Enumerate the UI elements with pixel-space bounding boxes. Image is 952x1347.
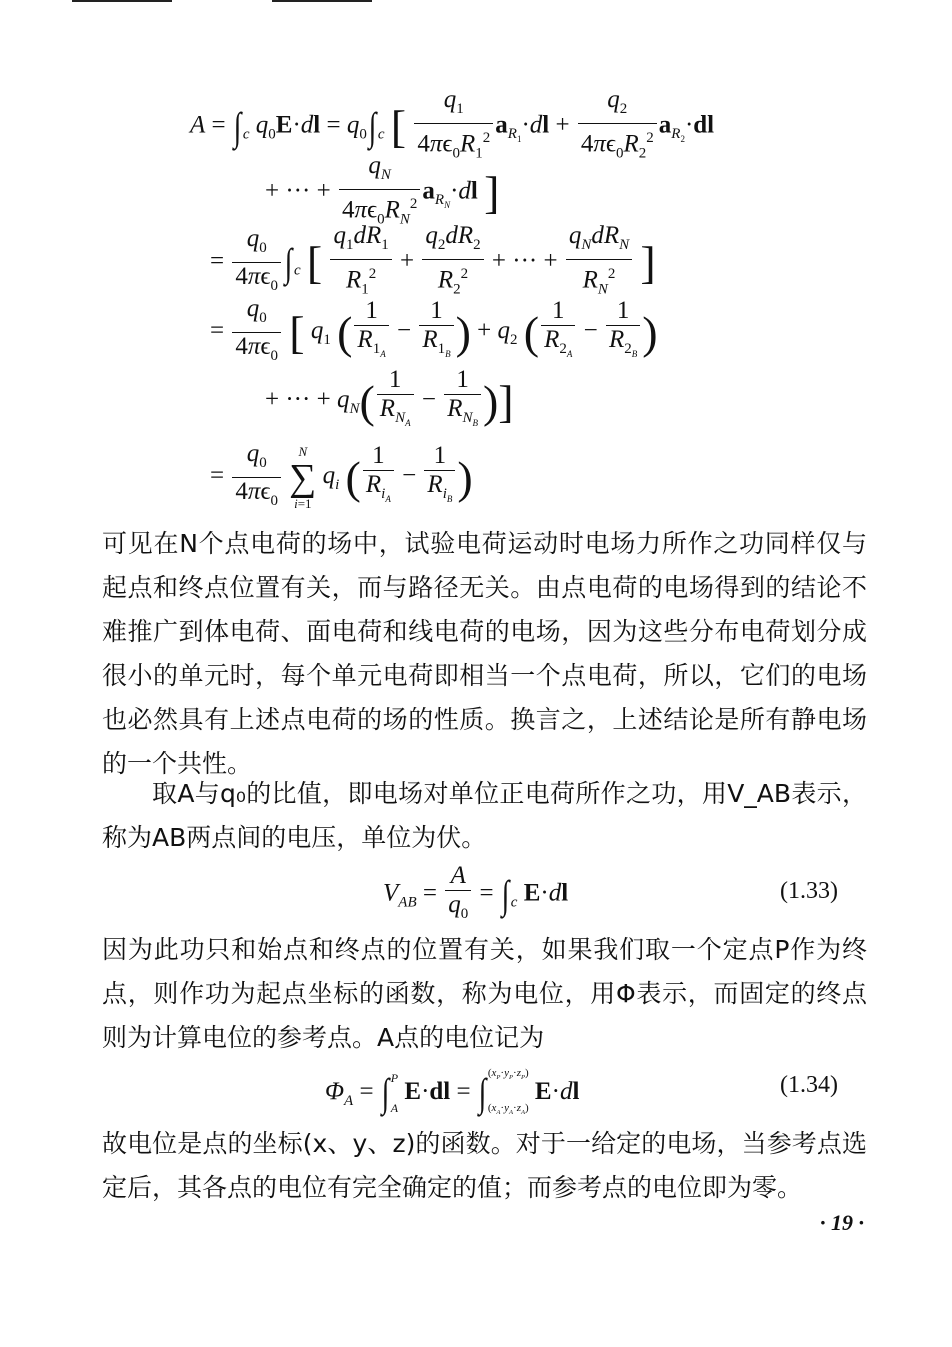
equation-voltage: $V_{AB}$ = $\frac{A}{q_0}$ = ∫ $_c$ E·dl (383, 862, 569, 922)
paragraph-potential-function: 故电位是点的坐标(x、y、z)的函数。对于一给定的电场，当参考点选定后，其各点的电位有完全确定的值；而参考点的电位即为零。 (102, 1129, 867, 1202)
paragraph-voltage-definition: 取A与q₀的比值，即电场对单位正电荷所作之功，用V_AB表示，称为AB两点间的电压，单位为伏。 (102, 779, 867, 852)
paragraph-potential-definition: 因为此功只和始点和终点的位置有关，如果我们取一个定点P作为终点，则作功为起点坐标的函数，称为电位，用Φ表示，而固定的终点则为计算电位的参考点。A点的电位记为 (102, 935, 867, 1052)
header-rule-left (72, 0, 172, 2)
equation-work-line-5: + ··· + $q_N$( $\frac{1}{R_{N_A}}$ − $\frac{1}{R_{N_B}}$ )] (265, 366, 514, 428)
equation-potential: $\Phi_A$ = ∫ P A E·dl = ∫ $(x_P\cdot y_P\cdot z_P)$ $(x_A\cdot y_A\cdot z_A)$ E·dl (325, 1067, 580, 1117)
equation-number-1-33: (1.33) (780, 878, 838, 904)
equation-work-line-4: = $\frac{q_0}{4\pi\epsilon_0}$ [ $q_1$ ( $\frac{1}{R_{1_A}}$ − $\frac{1}{R_{1_B}}$ ) + $q_2$ ( $\frac{1}{R_{2_A}}$ − $\frac{1}{R_{2_B}}$ ) (210, 295, 658, 364)
paragraph-path-independence: 可见在N个点电荷的场中，试验电荷运动时电场力所作之功同样仅与起点和终点位置有关，而与路径无关。由点电荷的电场得到的结论不难推广到体电荷、面电荷和线电荷的电场，因为这些分布电荷划分成很小的单元时，每个单元电荷即相当一个点电荷，所以，它们的电场也必然具有上述点电荷的场的性质。换言之，上述结论是所有静电场的一个共性。 (102, 529, 867, 778)
equation-work-line-3: = $\frac{q_0}{4\pi\epsilon_0}$ ∫ $_c$ [ $\frac{q_1dR_1}{R_1^2}$ + $\frac{q_2dR_2}{R_2^2}$ + ··· + $\frac{q_NdR_N}{R_N^2}$ ] (210, 222, 656, 298)
equation-work-line-1: A = ∫ $_c$ $q_0E\cdot dl = q_0\int$ $_c$ [ $\frac{q_1}{4\pi\epsilon_0R_1^2}$ $a_{R_1}\cdot dl$ + $\frac{q_2}{4\pi\epsilon_0R_2^2}$ $a_{R_2}\cdot dl$ (190, 86, 715, 162)
header-rule-right (272, 0, 372, 2)
page-number: · 19 · (820, 1210, 864, 1235)
equation-work-line-6: = $\frac{q_0}{4\pi\epsilon_0}$ N ∑ i=1 $q_i$ ( $\frac{1}{R_{i_A}}$ − $\frac{1}{R_{i_B}}$ ) (210, 440, 473, 511)
equation-number-1-34: (1.34) (780, 1072, 838, 1098)
equation-work-line-2: + ··· + $\frac{q_N}{4\pi\epsilon_0R_N^2}$ $a_{R_N}\cdot dl$ ] (265, 152, 500, 228)
